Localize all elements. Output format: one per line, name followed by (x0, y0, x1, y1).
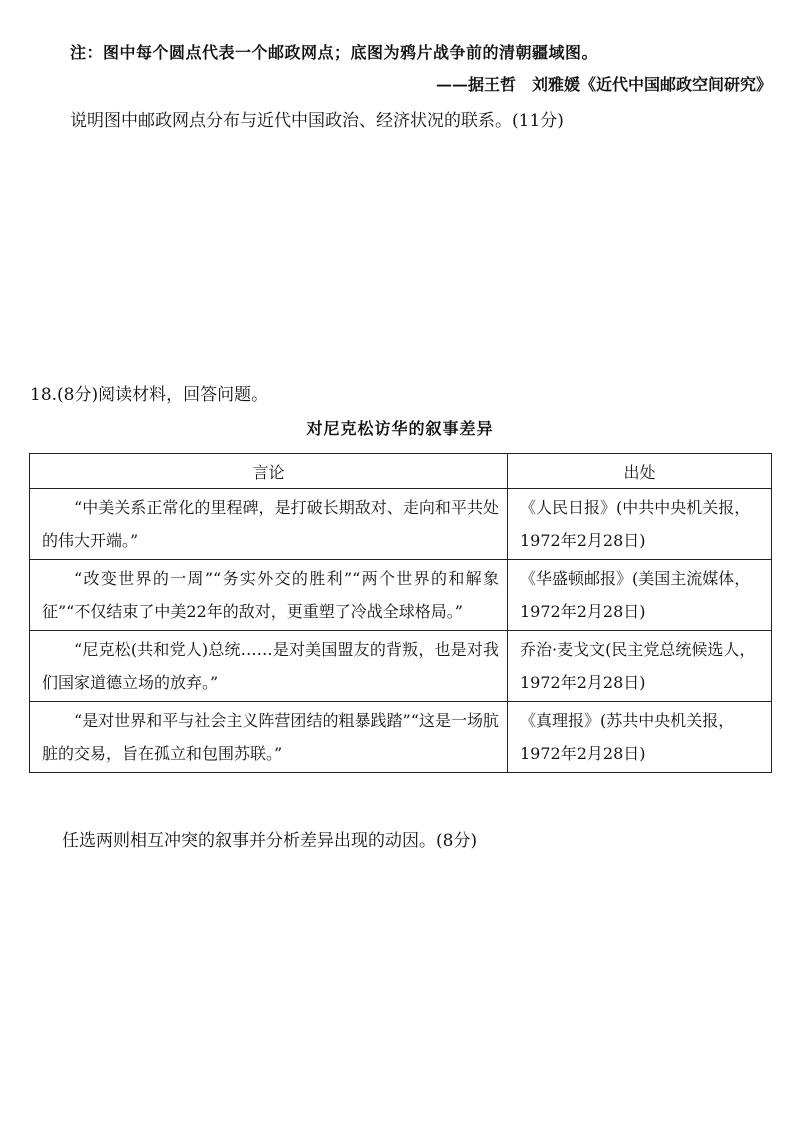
row-source: 《真理报》(苏共中央机关报，1972年2月28日) (508, 702, 772, 773)
row-source: 《人民日报》(中共中央机关报，1972年2月28日) (508, 489, 772, 560)
narrative-table (29, 453, 772, 773)
row-source: 《华盛顿邮报》(美国主流媒体，1972年2月28日) (508, 560, 772, 631)
row-quote: “中美关系正常化的里程碑，是打破长期敌对、走向和平共处的伟大开端。” (30, 489, 508, 560)
map-note: 注：图中每个圆点代表一个邮政网点；底图为鸦片战争前的清朝疆域图。 (70, 43, 599, 62)
citation-source: ——据王哲 刘雅媛《近代中国邮政空间研究》 (435, 75, 772, 94)
table-title: 对尼克松访华的叙事差异 (306, 419, 494, 438)
table-row (30, 631, 772, 702)
column-header-source: 出处 (508, 454, 772, 489)
table-header-row (30, 454, 772, 489)
question-17-prompt: 说明图中邮政网点分布与近代中国政治、经济状况的联系。(11分) (70, 111, 564, 131)
row-source: 乔治·麦戈文(民主党总统候选人，1972年2月28日) (508, 631, 772, 702)
question-18-prompt: 任选两则相互冲突的叙事并分析差异出现的动因。(8分) (62, 831, 478, 851)
row-quote: “改变世界的一周”“务实外交的胜利”“两个世界的和解象征”“不仅结束了中美22年的敌对，更重塑了冷战全球格局。” (30, 560, 508, 631)
question-18-heading: 18.(8分)阅读材料，回答问题。 (30, 385, 269, 405)
row-quote: “是对世界和平与社会主义阵营团结的粗暴践踏”“这是一场肮脏的交易，旨在孤立和包围苏联。” (30, 702, 508, 773)
column-header-statement: 言论 (30, 454, 508, 489)
table-row (30, 489, 772, 560)
row-quote: “尼克松(共和党人)总统……是对美国盟友的背叛，也是对我们国家道德立场的放弃。” (30, 631, 508, 702)
table-row (30, 560, 772, 631)
table-row (30, 702, 772, 773)
